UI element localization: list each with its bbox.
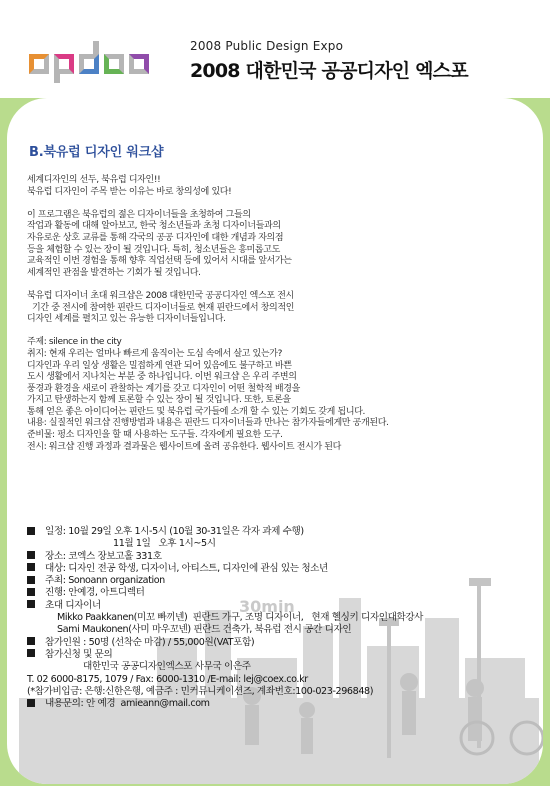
intro-line: 내용: 실질적인 워크샵 진행방법과 내용은 핀란드 디자이너들과 만나는 참가자들에게만 공개된다. — [27, 418, 389, 429]
intro-line: 전시: 워크샵 진행 과정과 결과물은 웹사이트에 올려 공유한다. 웹사이트 전시가 된다 — [27, 441, 342, 452]
intro-line: 작업과 활동에 대해 알아보고, 한국 청소년들과 초청 디자이너들과의 — [27, 221, 281, 232]
designer-1-text: Mikko Paakkanen(미꼬 빠끼넨) 핀란드 가구, 조명 디자이너, 현재 헬싱키 디자인대학강사 — [57, 612, 424, 624]
spacer — [27, 279, 535, 291]
info-row-venue — [27, 551, 537, 563]
bullet-square-icon — [27, 551, 35, 559]
intro-line: 디자인 세계를 펼치고 있는 유능한 디자이너들입니다. — [27, 314, 226, 325]
expo-english-title: 2008 Public Design Expo — [190, 39, 344, 53]
bullet-square-icon — [27, 600, 35, 608]
staff-text: 진행: 안예경, 아트디렉터 — [45, 587, 145, 599]
expo-korean-title: 2008 대한민국 공공디자인 엑스포 — [190, 60, 468, 82]
venue-text: 장소: 코엑스 장보고홀 331호 — [45, 550, 162, 562]
section-title: B.북유럽 디자인 워크샵 — [29, 145, 164, 160]
intro-line: 디자인과 우리 일상 생활은 밀접하게 연관 되어 있음에도 불구하고 바쁜 — [27, 360, 292, 371]
contact-phone-row — [27, 674, 537, 686]
designer-2-text: Sami Maukonen(사미 마우꼬넨) 핀란드 건축가, 북유럽 전시 공간 디자인 — [57, 624, 352, 636]
info-row-designers — [27, 600, 537, 612]
designer-row-1 — [27, 612, 537, 624]
event-info-list — [27, 526, 537, 710]
info-row-schedule — [27, 526, 537, 538]
opdoo-logo — [28, 38, 156, 84]
info-row-fee — [27, 637, 537, 649]
info-row-audience — [27, 563, 537, 575]
intro-line: 통해 얻은 좋은 아이디어는 핀란드 및 북유럽 국가들에 소개 할 수 있는 기회도 갖게 됩니다. — [27, 406, 366, 417]
intro-line: 가지고 탄생하는지 함께 토론할 수 있는 장이 될 것입니다. 또한, 토론을 — [27, 395, 291, 406]
bullet-square-icon — [27, 637, 35, 645]
intro-line: 교육적인 이번 경험을 통해 향후 직업선택 등에 있어서 시대를 앞서가는 — [27, 256, 292, 267]
info-row-organizer — [27, 575, 537, 587]
bullet-square-icon — [27, 649, 35, 657]
bullet-square-icon — [27, 563, 35, 571]
inquiry-text: 내용문의: 안 예경 amieann@mail.com — [45, 698, 210, 710]
intro-line: 취지: 현재 우리는 얼마나 빠르게 움직이는 도심 속에서 살고 있는가? — [27, 348, 282, 359]
info-row-apply — [27, 649, 537, 661]
designers-label: 초대 디자이너 — [45, 599, 101, 611]
schedule-text: 일정: 10월 29일 오후 1시-5시 (10월 30-31일은 각자 과제 수행) — [45, 526, 304, 537]
30min-watermark: 30min — [239, 597, 295, 616]
apply-office-row — [27, 661, 537, 673]
spacer — [27, 198, 535, 210]
bank-info-text: (*참가비입금: 은행:신한은행, 예금주 : 민커뮤니케이션즈, 계좌번호:100-023-296848) — [27, 685, 374, 697]
intro-line: 자유로운 상호 교류를 통해 각국의 공공 디자인에 대한 개념과 자의점 — [27, 232, 284, 243]
intro-line: 기간 중 전시에 참여한 핀란드 디자이너들로 현재 핀란드에서 창의적인 — [27, 302, 295, 313]
intro-line: 세계적인 관점을 발견하는 기회가 될 것입니다. — [27, 267, 201, 278]
fee-text: 참가인원 : 50명 (선착순 마감) / 55,000원(VAT포함) — [45, 636, 255, 648]
audience-text: 대상: 디자인 전공 학생, 디자이너, 아티스트, 디자인에 관심 있는 청소년 — [45, 562, 328, 574]
contact-phone-text: T. 02 6000-8175, 1079 / Fax: 6000-1310 /E-mail: lej@coex.co.kr — [27, 673, 308, 685]
bank-info-row — [27, 686, 537, 698]
poster-header — [0, 0, 550, 98]
intro-line: 도시 생활에서 지나치는 부분 중 하나입니다. 이번 워크샵 은 우리 주변의 — [27, 372, 297, 383]
schedule-text-2: 11월 1일 오후 1시~5시 — [113, 538, 216, 550]
intro-line: 세계디자인의 선두, 북유럽 디자인!! — [27, 175, 161, 185]
intro-line: 등을 체험할 수 있는 장이 될 것입니다. 특히, 청소년들은 흥미롭고도 — [27, 244, 280, 255]
info-row-inquiry — [27, 698, 537, 710]
intro-line: 북유럽 디자이너 초대 워크샵은 2008 대한민국 공공디자인 엑스포 전시 — [27, 290, 294, 301]
apply-office-text: 대한민국 공공디자인엑스포 사무국 이은주 — [83, 661, 251, 673]
info-row-staff — [27, 587, 537, 599]
designer-row-2 — [27, 624, 537, 636]
intro-line: 풍경과 환경을 새로이 관찰하는 계기를 갖고 디자인이 어떤 철학적 배경을 — [27, 383, 300, 394]
intro-line: 이 프로그램은 북유럽의 젊은 디자이너들을 초청하여 그들의 — [27, 209, 251, 220]
bullet-square-icon — [27, 576, 35, 584]
intro-text — [27, 175, 535, 453]
intro-line: 북유럽 디자인이 주목 받는 이유는 바로 창의성에 있다! — [27, 186, 232, 197]
organizer-text: 주최: Sonoann organization — [45, 575, 165, 587]
bullet-square-icon — [27, 699, 35, 707]
spacer — [27, 326, 535, 338]
apply-label: 참가신청 및 문의 — [45, 648, 113, 660]
info-row-schedule-2 — [27, 538, 537, 550]
content-card — [7, 98, 543, 784]
intro-line: 준비물: 펑소 디자인을 할 때 사용하는 도구들. 각자에게 필요한 도구. — [27, 430, 283, 441]
intro-line: 주제: silence in the city — [27, 337, 122, 348]
bullet-square-icon — [27, 588, 35, 596]
bullet-square-icon — [27, 527, 35, 535]
